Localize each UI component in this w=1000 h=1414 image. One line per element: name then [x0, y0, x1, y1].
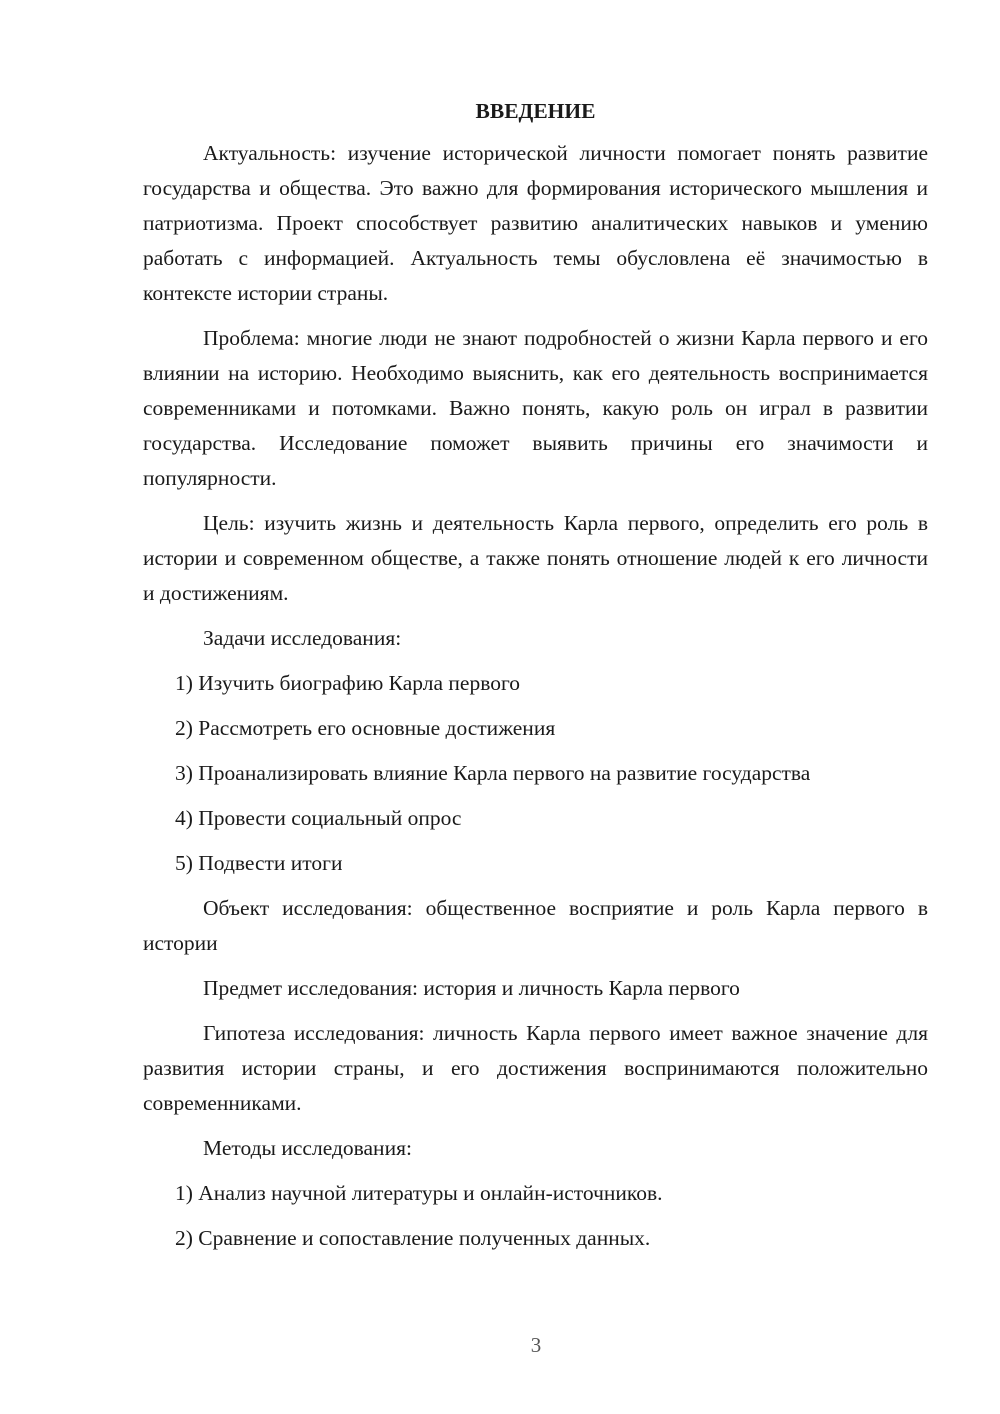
page-number: 3 — [530, 1333, 542, 1357]
hypothesis-paragraph: Гипотеза исследования: личность Карла первого имеет важное значение для развития истории страны, и его достижения воспринимаются положительно современниками. — [143, 1021, 928, 1115]
methods-list — [143, 1176, 928, 1256]
method-item: 1) Анализ научной литературы и онлайн-источников. — [175, 1181, 663, 1205]
tasks-heading: Задачи исследования: — [203, 626, 402, 650]
task-item: 2) Рассмотреть его основные достижения — [175, 716, 556, 740]
section-title: ВВЕДЕНИЕ — [475, 99, 596, 123]
method-item: 2) Сравнение и сопоставление полученных данных. — [175, 1226, 651, 1250]
subject-paragraph: Предмет исследования: история и личность Карла первого — [203, 976, 740, 1000]
page-content — [143, 96, 928, 1266]
tasks-list — [143, 666, 928, 881]
relevance-paragraph: Актуальность: изучение исторической личности помогает понять развитие государства и общества. Это важно для формирования исторического мышления и патриотизма. Проект способствует развитию аналитических навыков и умению работать с информацией. Актуальность темы обусловлена её значимостью в контексте истории страны. — [143, 141, 928, 305]
task-item: 1) Изучить биографию Карла первого — [175, 671, 520, 695]
goal-paragraph: Цель: изучить жизнь и деятельность Карла первого, определить его роль в истории и современном обществе, а также понять отношение людей к его личности и достижениям. — [143, 511, 928, 605]
problem-paragraph: Проблема: многие люди не знают подробностей о жизни Карла первого и его влиянии на историю. Необходимо выяснить, как его деятельность воспринимается современниками и потомками. Важно понять, какую роль он играл в развитии государства. Исследование поможет выявить причины его значимости и популярности. — [143, 326, 928, 490]
task-item: 3) Проанализировать влияние Карла первого на развитие государства — [175, 761, 811, 785]
task-item: 5) Подвести итоги — [175, 851, 343, 875]
object-paragraph: Объект исследования: общественное восприятие и роль Карла первого в истории — [143, 896, 928, 955]
methods-heading: Методы исследования: — [203, 1136, 412, 1160]
task-item: 4) Провести социальный опрос — [175, 806, 462, 830]
